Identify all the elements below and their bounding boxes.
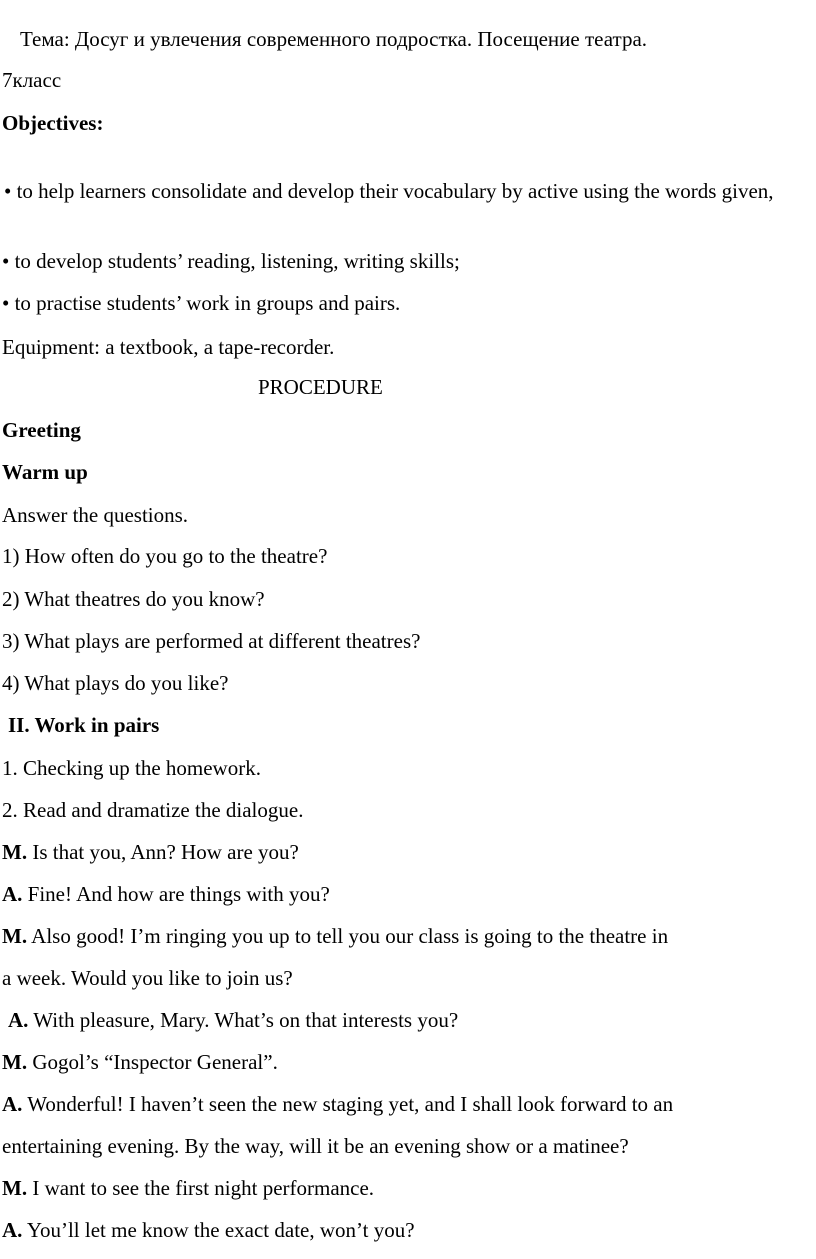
question-item: 2) What theatres do you know? bbox=[2, 587, 265, 611]
dialogue-text: a week. Would you like to join us? bbox=[2, 966, 293, 990]
dialogue-text: With pleasure, Mary. What’s on that interests you? bbox=[28, 1008, 459, 1032]
warmup-instruction: Answer the questions. bbox=[2, 503, 189, 527]
task-item: 2. Read and dramatize the dialogue. bbox=[2, 798, 304, 822]
speaker-label: A. bbox=[2, 1092, 23, 1116]
speaker-label: A. bbox=[2, 1218, 23, 1242]
speaker-label: M. bbox=[2, 1176, 28, 1200]
question-item: 4) What plays do you like? bbox=[2, 671, 229, 695]
dialogue-text: I want to see the first night performance. bbox=[27, 1176, 375, 1200]
dialogue-line bbox=[2, 1049, 806, 1075]
dialogue-text: Gogol’s “Inspector General”. bbox=[27, 1050, 278, 1074]
objective-item: • to develop students’ reading, listening, writing skills; bbox=[2, 249, 460, 273]
dialogue-line bbox=[2, 881, 806, 907]
dialogue-text: Also good! I’m ringing you up to tell you our class is going to the theatre in bbox=[27, 924, 669, 948]
question-item: 1) How often do you go to the theatre? bbox=[2, 544, 328, 568]
warmup-heading: Warm up bbox=[2, 460, 88, 484]
section2-heading: II. Work in pairs bbox=[8, 713, 160, 737]
dialogue-text: Is that you, Ann? How are you? bbox=[27, 840, 299, 864]
greeting-heading: Greeting bbox=[2, 418, 81, 442]
topic-line: Тема: Досуг и увлечения современного подростка. Посещение театра. bbox=[20, 27, 648, 51]
dialogue-line bbox=[8, 1007, 806, 1033]
dialogue-line bbox=[2, 923, 806, 949]
speaker-label: A. bbox=[2, 882, 23, 906]
speaker-label: M. bbox=[2, 840, 28, 864]
dialogue-line bbox=[2, 1091, 806, 1117]
dialogue-text: You’ll let me know the exact date, won’t you? bbox=[22, 1218, 415, 1242]
dialogue-line bbox=[2, 965, 806, 991]
speaker-label: A. bbox=[8, 1008, 29, 1032]
equipment-line: Equipment: a textbook, a tape-recorder. bbox=[2, 335, 335, 359]
objectives-heading: Objectives: bbox=[2, 111, 104, 135]
dialogue-line bbox=[2, 839, 806, 865]
procedure-heading: PROCEDURE bbox=[258, 375, 383, 399]
dialogue-text: Wonderful! I haven’t seen the new staging yet, and I shall look forward to an bbox=[22, 1092, 674, 1116]
dialogue-text: entertaining evening. By the way, will it be an evening show or a matinee? bbox=[2, 1134, 629, 1158]
dialogue-line bbox=[2, 1217, 806, 1243]
question-item: 3) What plays are performed at different theatres? bbox=[2, 629, 421, 653]
speaker-label: M. bbox=[2, 1050, 28, 1074]
dialogue-text: Fine! And how are things with you? bbox=[22, 882, 330, 906]
speaker-label: M. bbox=[2, 924, 28, 948]
task-item: 1. Checking up the homework. bbox=[2, 756, 261, 780]
objective-item: • to practise students’ work in groups and pairs. bbox=[2, 291, 401, 315]
grade-line: 7класс bbox=[2, 68, 62, 92]
dialogue-line bbox=[2, 1133, 806, 1159]
dialogue-line bbox=[2, 1175, 806, 1201]
objective-item: • to help learners consolidate and develop their vocabulary by active using the words given, bbox=[4, 179, 774, 203]
